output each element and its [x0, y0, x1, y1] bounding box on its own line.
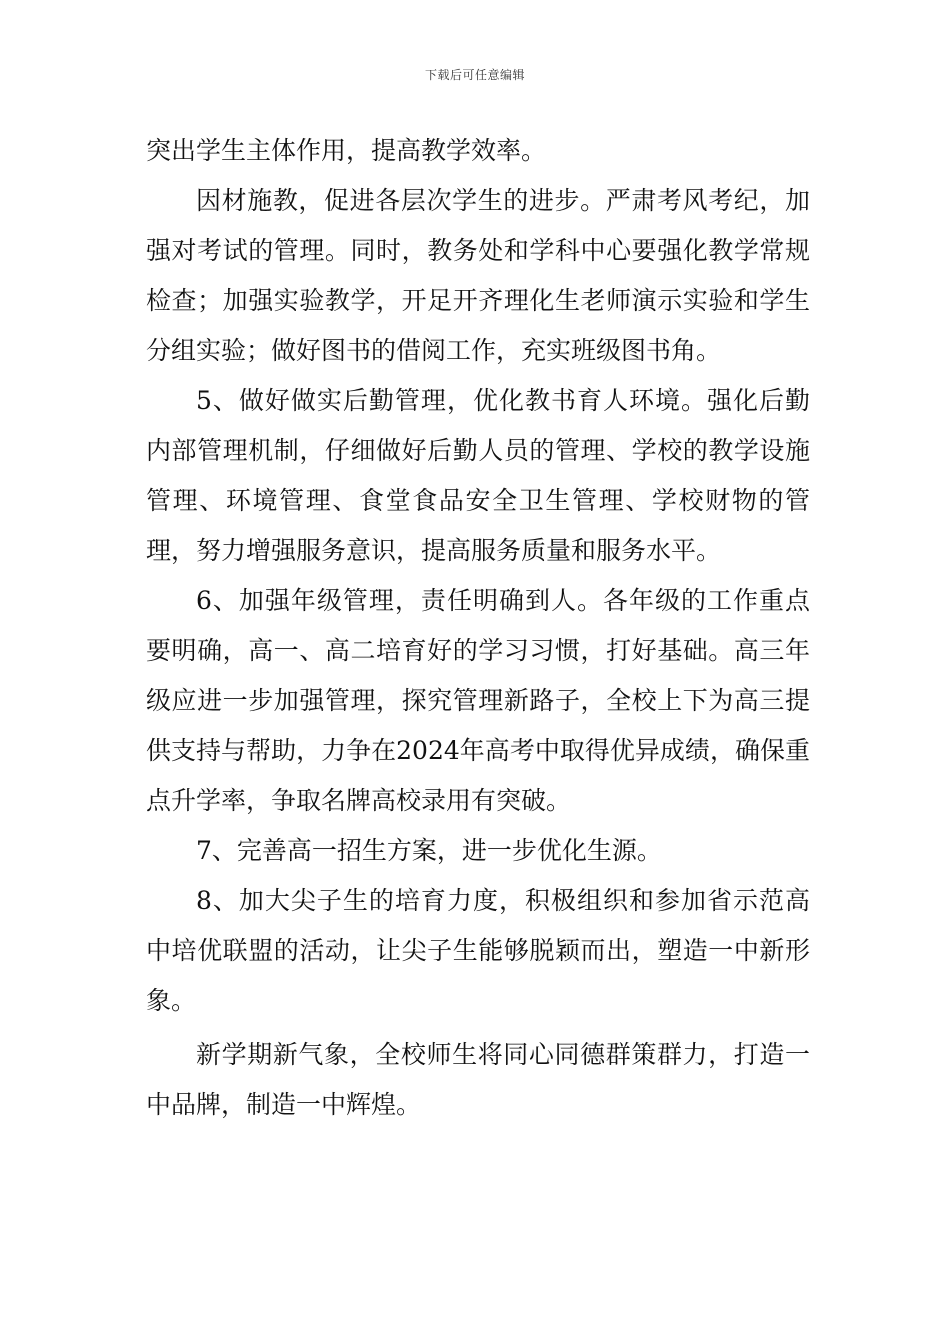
document-body [146, 126, 810, 1130]
paragraph-item-7: 7、完善高一招生方案，进一步优化生源。 [196, 836, 662, 865]
page-header-note: 下载后可任意编辑 [424, 68, 525, 82]
paragraph-item-8: 8、加大尖子生的培育力度，积极组织和参加省示范高中培优联盟的活动，让尖子生能够脱颖而出，塑造一中新形象。 [146, 886, 810, 1015]
paragraph-item-6: 6、加强年级管理，责任明确到人。各年级的工作重点要明确，高一、高二培育好的学习习惯，打好基础。高三年级应进一步加强管理，探究管理新路子，全校上下为高三提供支持与帮助，力争在2024年高考中取得优异成绩，确保重点升学率，争取名牌高校录用有突破。 [146, 586, 810, 815]
paragraph-closing: 新学期新气象，全校师生将同心同德群策群力，打造一中品牌，制造一中辉煌。 [146, 1040, 810, 1119]
paragraph-item-5: 5、做好做实后勤管理，优化教书育人环境。强化后勤内部管理机制，仔细做好后勤人员的管理、学校的教学设施管理、环境管理、食堂食品安全卫生管理、学校财物的管理，努力增强服务意识，提高服务质量和服务水平。 [146, 386, 810, 565]
paragraph-continuation: 突出学生主体作用，提高教学效率。 [146, 136, 547, 165]
paragraph-teaching: 因材施教，促进各层次学生的进步。严肃考风考纪，加强对考试的管理。同时，教务处和学科中心要强化教学常规检查；加强实验教学，开足开齐理化生老师演示实验和学生分组实验；做好图书的借阅工作，充实班级图书角。 [146, 186, 810, 365]
